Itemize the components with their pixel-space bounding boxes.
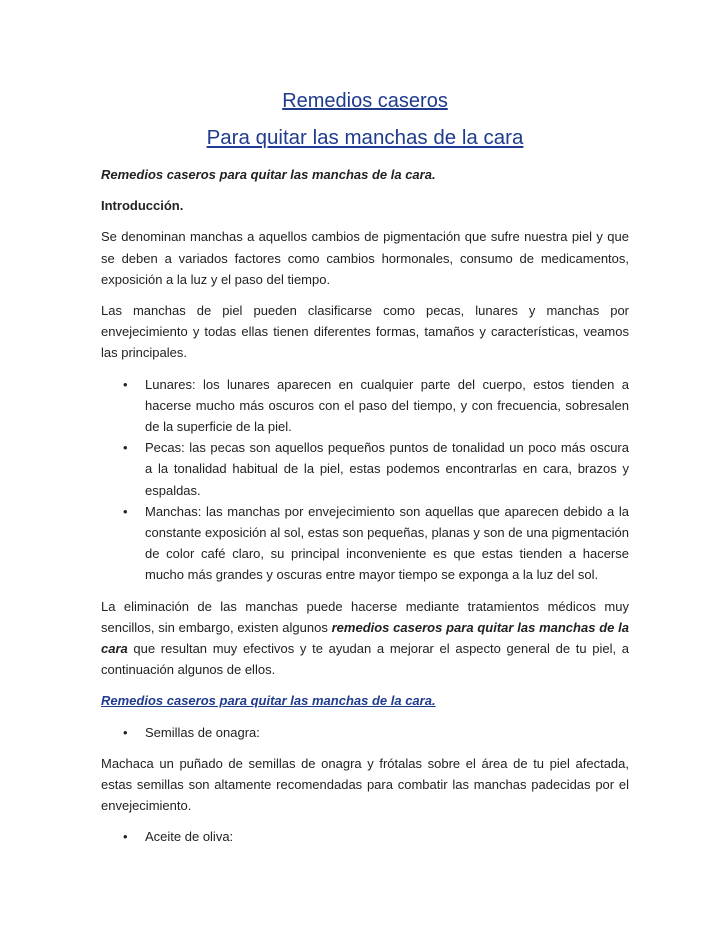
intro-label xyxy=(101,195,629,216)
bullet-icon: • xyxy=(123,376,128,392)
remedy2-list xyxy=(101,826,629,847)
paragraph-onagra: Machaca un puñado de semillas de onagra y frótalas sobre el área de tu piel afectada, estas semillas son altamente recomendadas para combatir las manchas padecidas por el envejecimiento. xyxy=(101,755,629,814)
list-item-text: Manchas: las manchas por envejecimiento son aquellas que aparecen debido a la constante exposición al sol, estas son pequeñas, planas y son de una pigmentación de color café claro, su principal inconveniente es que estas tienden a hacerse mucho más grandes y oscuras entre mayor tiempo se exponga a la luz del sol. xyxy=(145,503,629,583)
remedy1-list xyxy=(101,722,629,743)
document-subtitle: Para quitar las manchas de la cara xyxy=(206,126,524,149)
remedies-link-paragraph xyxy=(101,690,629,711)
list-item-text: Semillas de onagra: xyxy=(145,724,260,740)
list-item-aceite xyxy=(101,826,629,847)
list-item-manchas xyxy=(101,501,629,586)
bullet-icon: • xyxy=(123,724,128,740)
document-title: Remedios caseros xyxy=(282,90,448,112)
paragraph-classification: Las manchas de piel pueden clasificarse como pecas, lunares y manchas por envejecimiento y todas ellas tienen diferentes formas, tamaños y características, veamos las principales. xyxy=(101,303,629,361)
paragraph-elimination-start: La eliminación de las manchas puede hacerse mediante tratamientos médicos muy sencillos, sin embargo, existen algunos xyxy=(101,598,629,635)
paragraph-elimination xyxy=(101,596,629,681)
list-item-text: Pecas: las pecas son aquellos pequeños puntos de tonalidad un poco más oscura a la tonalidad habitual de la piel, estas podemos encontrarlas en cara, brazos y espaldas. xyxy=(145,440,629,498)
paragraph-elimination-end: que resultan muy efectivos y te ayudan a mejorar el aspecto general de tu piel, a continuación algunos de ellos. xyxy=(101,641,629,678)
list-item-text: Lunares: los lunares aparecen en cualquier parte del cuerpo, estos tienden a hacerse mucho más oscuros con el paso del tiempo, y con frecuencia, sobresalen de la superficie de la piel. xyxy=(145,376,629,435)
bullet-icon: • xyxy=(123,829,128,845)
italic-heading-text: Remedios caseros para quitar las manchas de la cara. xyxy=(101,167,436,182)
list-item-text: Aceite de oliva: xyxy=(145,829,234,845)
types-list xyxy=(101,374,629,586)
paragraph-elimination-bold: remedios caseros para quitar las manchas de la cara xyxy=(101,619,629,657)
italic-heading xyxy=(101,164,629,185)
bullet-icon: • xyxy=(123,440,128,456)
list-item-pecas xyxy=(101,437,629,501)
remedies-link[interactable]: Remedios caseros para quitar las manchas de la cara. xyxy=(101,693,436,709)
paragraph-definition: Se denominan manchas a aquellos cambios de pigmentación que sufre nuestra piel y que se deben a variados factores como cambios hormonales, consumo de medicamentos, exposición a la luz y el paso del tiempo. xyxy=(101,229,629,287)
list-item-onagra xyxy=(101,722,629,743)
bullet-icon: • xyxy=(123,503,128,519)
list-item-lunares xyxy=(101,374,629,438)
document-body xyxy=(101,88,629,858)
intro-label-text: Introducción. xyxy=(101,198,184,214)
